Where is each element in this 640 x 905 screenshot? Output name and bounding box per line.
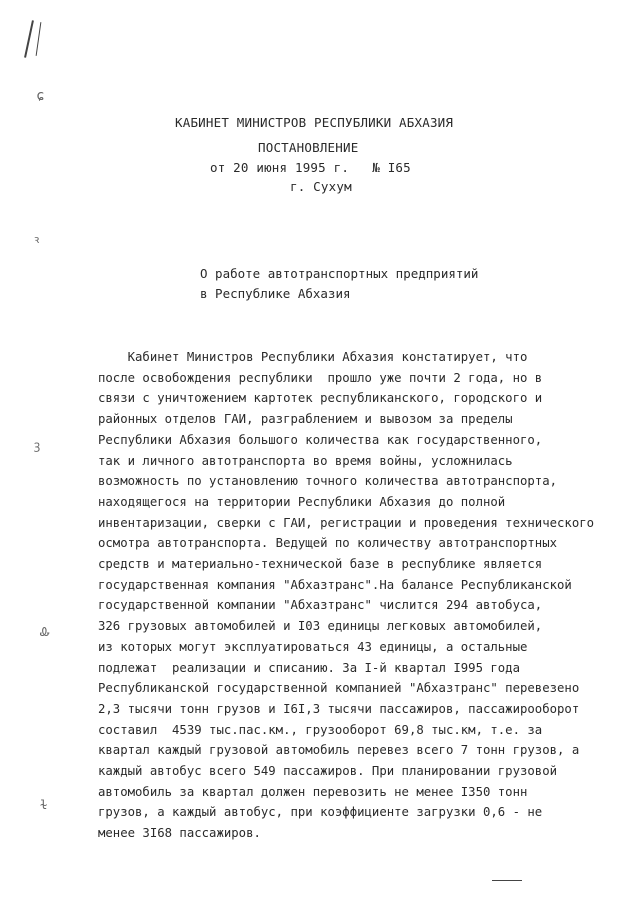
body-line: 2,3 тысячи тонн грузов и I6I,3 тысячи пассажиров, пассажирооборот (98, 701, 580, 716)
body-line: квартал каждый грузовой автомобиль перевез всего 7 тонн грузов, а (98, 743, 580, 758)
body-text (98, 347, 628, 844)
hole-punch-mark: Ꮂ (40, 625, 51, 639)
bottom-line-mark (492, 880, 522, 881)
hole-punch-mark: ꝛ (34, 233, 40, 246)
body-line: каждый автобус всего 549 пассажиров. При планировании грузовой (98, 764, 558, 779)
body-line: составил 4539 тыс.пас.км., грузооборот 69,8 тыс.км, т.е. за (98, 722, 543, 737)
subject-line: в Республике Абхазия (200, 286, 351, 301)
hole-punch-mark: ꝫ (34, 438, 41, 452)
body-line: инвентаризации, сверки с ГАИ, регистрации и проведения технического (98, 515, 595, 530)
subject-block (200, 264, 478, 304)
body-line: подлежат реализации и списанию. За I-й квартал I995 года (98, 660, 520, 675)
body-line: автомобиль за квартал должен перевозить не менее I350 тонн (98, 784, 528, 799)
margin-stroke-mark (36, 22, 42, 56)
body-line: Республики Абхазия большого количества как государственного, (98, 432, 543, 447)
body-line: осмотра автотранспорта. Ведущей по количеству автотранспортных (98, 536, 558, 551)
document-type: ПОСТАНОВЛЕНИЕ (258, 140, 359, 155)
body-line: после освобождения республики прошло уже почти 2 года, но в (98, 370, 543, 385)
margin-stroke-mark (24, 20, 34, 58)
organization-title: КАБИНЕТ МИНИСТРОВ РЕСПУБЛИКИ АБХАЗИЯ (175, 115, 454, 130)
body-line: связи с уничтожением картотек республиканского, городского и (98, 391, 543, 406)
body-line: 326 грузовых автомобилей и I03 единицы легковых автомобилей, (98, 619, 543, 634)
body-line: средств и материально-технической базе в республике является (98, 557, 543, 572)
body-line: менее 3I68 пассажиров. (98, 826, 261, 841)
body-line: из которых могут эксплуатироваться 43 единицы, а остальные (98, 639, 528, 654)
body-line: государственной компании "Абхазтранс" числится 294 автобуса, (98, 598, 543, 613)
body-line: так и личного автотранспорта во время войны, усложнилась (98, 453, 513, 468)
body-line: районных отделов ГАИ, разграблением и вывозом за пределы (98, 412, 513, 427)
body-line: находящегося на территории Республики Абхазия до полной (98, 494, 506, 509)
date-and-number: от 20 июня 1995 г. № I65 (210, 160, 411, 175)
subject-line: О работе автотранспортных предприятий (200, 266, 479, 281)
hole-punch-mark: ɫ (40, 798, 48, 812)
body-line: государственная компания "Абхазтранс".На балансе Республиканской (98, 577, 572, 592)
body-line: Республиканской государственной компанией "Абхазтранс" перевезено (98, 681, 580, 696)
body-line: Кабинет Министров Республики Абхазия констатирует, что (98, 350, 528, 364)
body-line: возможность по установлению точного количества автотранспорта, (98, 474, 558, 489)
place: г. Сухум (290, 179, 352, 194)
body-line: грузов, а каждый автобус, при коэффициенте загрузки 0,6 - не (98, 805, 543, 820)
hole-punch-mark: ɕ (36, 88, 45, 104)
